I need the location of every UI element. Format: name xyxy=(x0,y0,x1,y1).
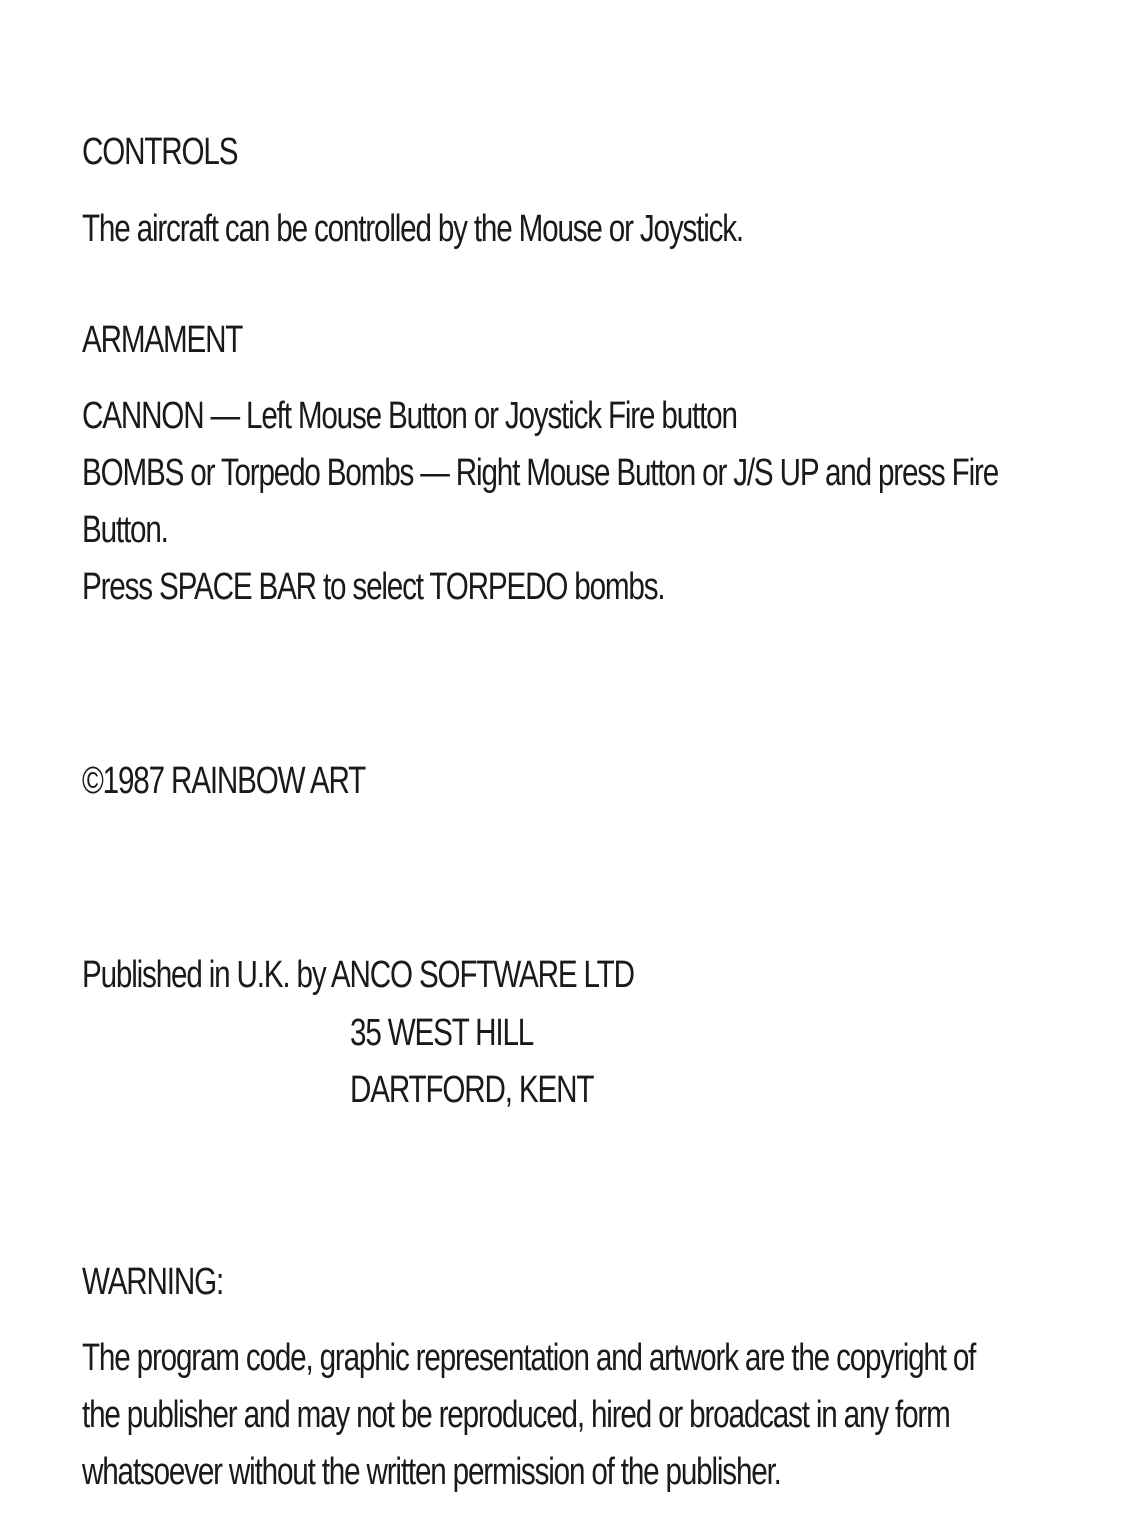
publisher-line: Published in U.K. by ANCO SOFTWARE LTD xyxy=(82,954,634,996)
copyright-notice: ©1987 RAINBOW ART xyxy=(82,760,366,802)
warning-line: the publisher and may not be reproduced, hired or broadcast in any form xyxy=(82,1394,950,1436)
armament-line: Press SPACE BAR to select TORPEDO bombs. xyxy=(82,566,665,608)
armament-line: Button. xyxy=(82,509,168,551)
controls-heading: CONTROLS xyxy=(82,131,238,173)
publisher-address-line: DARTFORD, KENT xyxy=(350,1069,594,1111)
publisher-address-line: 35 WEST HILL xyxy=(350,1012,534,1054)
armament-heading: ARMAMENT xyxy=(82,319,243,361)
warning-line: The program code, graphic representation and artwork are the copyright of xyxy=(82,1337,976,1379)
armament-line: BOMBS or Torpedo Bombs — Right Mouse Button or J/S UP and press Fire xyxy=(82,452,999,494)
armament-line: CANNON — Left Mouse Button or Joystick Fire button xyxy=(82,395,737,437)
warning-heading: WARNING: xyxy=(82,1261,224,1303)
warning-line: whatsoever without the written permission of the publisher. xyxy=(82,1451,781,1493)
controls-text: The aircraft can be controlled by the Mouse or Joystick. xyxy=(82,208,744,250)
